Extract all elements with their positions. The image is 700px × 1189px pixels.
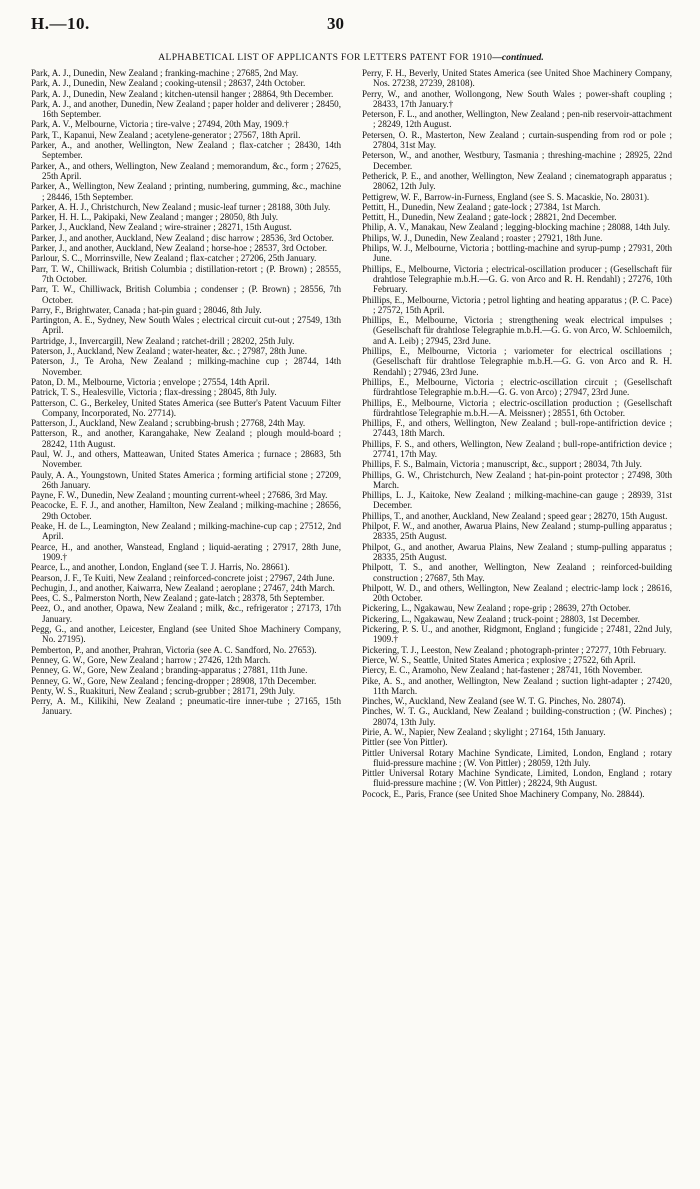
applicant-entry: Philpott, T. S., and another, Wellington, New Zealand ; reinforced-building construction ; 27687, 5th May. bbox=[362, 562, 672, 583]
applicant-entry: Phillips, T., and another, Auckland, New Zealand ; speed gear ; 28270, 15th August. bbox=[362, 510, 668, 521]
applicant-entry: Phillips, G. W., Christchurch, New Zealand ; hat-pin-point protector ; 27498, 30th March. bbox=[362, 469, 672, 490]
applicant-entry: Pittler (see Von Pittler). bbox=[362, 737, 448, 748]
applicant-entry: Pees, C. S., Palmerston North, New Zealand ; gate-latch ; 28378, 5th September. bbox=[31, 593, 325, 604]
applicant-entry: Pickering, P. S. U., and another, Ridgmont, England ; fungicide ; 27481, 22nd July, 1909.† bbox=[362, 624, 672, 645]
applicant-entry: Phillips, F., and others, Wellington, New Zealand ; bull-rope-antifriction device ; 27443, 18th March. bbox=[362, 418, 672, 439]
applicant-entry: Perry, W., and another, Wollongong, New South Wales ; power-shaft coupling ; 28433, 17th January.† bbox=[362, 88, 672, 109]
applicant-entry: Phillips, F. S., Balmain, Victoria ; manuscript, &c., support ; 28034, 7th July. bbox=[362, 459, 642, 470]
applicant-entry: Patterson, C. G., Berkeley, United States America (see Butter's Patent Vacuum Filter Company, Incorporated, No. 27714). bbox=[31, 397, 341, 418]
applicant-entry: Payne, F. W., Dunedin, New Zealand ; mounting current-wheel ; 27686, 3rd May. bbox=[31, 490, 328, 501]
page-title bbox=[31, 52, 671, 63]
applicant-entry: Phillips, E., Melbourne, Victoria ; petrol lighting and heating apparatus ; (P. C. Pace) ; 27572, 15th April. bbox=[362, 294, 672, 315]
applicant-entry: Pierce, W. S., Seattle, United States America ; explosive ; 27522, 6th April. bbox=[362, 654, 636, 665]
applicant-entry: Peake, H. de L., Leamington, New Zealand ; milking-machine-cup cap ; 27512, 2nd April. bbox=[31, 521, 341, 542]
applicant-entry: Parker, J., and another, Auckland, New Zealand ; horse-hoe ; 28537, 3rd October. bbox=[31, 243, 327, 254]
applicant-entry: Phillips, E., Melbourne, Victoria ; electrical-oscillation producer ; (Gesellschaft für drahtlose Telegraphie m.b.H.—G. G. von Arco and R. H. Rendahl) ; 27276, 10th February. bbox=[362, 263, 672, 295]
applicant-entry: Pike, A. S., and another, Wellington, New Zealand ; suction light-adapter ; 27420, 11th March. bbox=[362, 675, 672, 696]
applicant-entry: Paul, W. J., and others, Matteawan, United States America ; furnace ; 28683, 5th November. bbox=[31, 448, 341, 470]
applicant-entry: Pettigrew, W. F., Barrow-in-Furness, England (see S. S. Macaskie, No. 28031). bbox=[362, 191, 650, 202]
applicant-entry: Parker, A., and others, Wellington, New Zealand ; memorandum, &c., form ; 27625, 25th April. bbox=[31, 160, 341, 181]
applicant-entry: Pechugin, J., and another, Kaiwarra, New Zealand ; aeroplane ; 27467, 24th March. bbox=[31, 582, 335, 593]
applicant-entry: Phillips, E., Melbourne, Victoria ; strengthening weak electrical impulses ; (Gesellschaft für drahtlose Telegraphie m.b.H.—G. G. von Arco, W. Schloemilch, and A. Leib) ; 27945, 23rd June. bbox=[362, 315, 672, 346]
applicant-entry: Petherick, P. E., and another, Wellington, New Zealand ; cinematograph apparatus ; 28062, 12th July. bbox=[362, 170, 672, 192]
applicant-entry: Peez, O., and another, Opawa, New Zealand ; milk, &c., refrigerator ; 27173, 17th January. bbox=[31, 603, 341, 624]
applicant-entry: Parker, A., Wellington, New Zealand ; printing, numbering, gumming, &c., machine ; 28446, 15th September. bbox=[31, 181, 341, 202]
applicant-entry: Phillips, E., Melbourne, Victoria ; electric-oscillation circuit ; (Gesellschaft fürdrahtlose Telegraphie m.b.H.—G. G. von Arco) ; 27947, 23rd June. bbox=[362, 376, 672, 398]
applicant-entry: Patterson, J., Auckland, New Zealand ; scrubbing-brush ; 27768, 24th May. bbox=[31, 418, 306, 429]
report-reference: H.—10. bbox=[31, 14, 90, 33]
applicant-entry: Parker, J., and another, Auckland, New Zealand ; disc harrow ; 28536, 3rd October. bbox=[31, 232, 334, 243]
applicant-entry: Partridge, J., Invercargill, New Zealand ; ratchet-drill ; 28202, 25th July. bbox=[31, 335, 295, 346]
applicant-entry: Pinches, W. T. G., Auckland, New Zealand ; building-construction ; (W. Pinches) ; 28074, 13th July. bbox=[362, 706, 672, 727]
left-column bbox=[31, 68, 341, 717]
applicant-entry: Paton, D. M., Melbourne, Victoria ; envelope ; 27554, 14th April. bbox=[31, 376, 270, 387]
applicant-entry: Pauly, A. A., Youngstown, United States America ; forming artificial stone ; 27209, 26th January. bbox=[31, 469, 341, 490]
applicant-entry: Pickering, L., Ngakawau, New Zealand ; truck-point ; 28803, 1st December. bbox=[362, 613, 640, 624]
applicant-entry: Park, A. J., Dunedin, New Zealand ; kitchen-utensil hanger ; 28864, 9th December. bbox=[31, 88, 334, 99]
applicant-entry: Paterson, J., Te Aroha, New Zealand ; milking-machine cup ; 28744, 14th November. bbox=[31, 356, 341, 377]
applicant-entry: Parlour, S. C., Morrinsville, New Zealand ; flax-catcher ; 27206, 25th January. bbox=[31, 253, 317, 264]
applicant-entry: Pickering, L., Ngakawau, New Zealand ; rope-grip ; 28639, 27th October. bbox=[362, 603, 631, 614]
applicant-entry: Peacocke, E. F. J., and another, Hamilton, New Zealand ; milking-machine ; 28656, 29th October. bbox=[31, 500, 341, 521]
applicant-entry: Park, A. J., and another, Dunedin, New Zealand ; paper holder and deliverer ; 28450, 16th September. bbox=[31, 98, 341, 120]
applicant-entry: Philips, W. J., Melbourne, Victoria ; bottling-machine and syrup-pump ; 27931, 20th June. bbox=[362, 243, 672, 264]
applicant-entry: Piercy, E. C., Aramoho, New Zealand ; hat-fastener ; 28741, 16th November. bbox=[362, 665, 643, 676]
applicant-entry: Pinches, W., Auckland, New Zealand (see W. T. G. Pinches, No. 28074). bbox=[362, 696, 626, 707]
applicant-entry: Parker, H. H. L., Pakipaki, New Zealand ; manger ; 28050, 8th July. bbox=[31, 212, 279, 223]
applicant-entry: Pearson, J. F., Te Kuiti, New Zealand ; reinforced-concrete joist ; 27967, 24th June. bbox=[31, 572, 335, 583]
applicant-entry: Philpot, F. W., and another, Awarua Plains, New Zealand ; stump-pulling apparatus ; 28335, 25th August. bbox=[362, 521, 672, 542]
page-number: 30 bbox=[327, 14, 344, 33]
applicant-entry: Pearce, L., and another, London, England (see T. J. Harris, No. 28661). bbox=[31, 562, 290, 573]
page-header bbox=[31, 14, 671, 40]
applicant-entry: Pegg, G., and another, Leicester, England (see United Shoe Machinery Company, No. 27195). bbox=[31, 624, 341, 645]
applicant-entry: Pickering, T. J., Leeston, New Zealand ; photograph-printer ; 27277, 10th February. bbox=[362, 644, 667, 655]
applicant-entry: Patrick, T. S., Healesville, Victoria ; flax-dressing ; 28045, 8th July. bbox=[31, 387, 277, 398]
applicant-entry: Petersen, O. R., Masterton, New Zealand ; curtain-suspending from rod or pole ; 27804, 31st May. bbox=[362, 129, 672, 151]
applicant-entry: Perry, A. M., Kilikihi, New Zealand ; pneumatic-tire inner-tube ; 27165, 15th January. bbox=[31, 696, 341, 717]
applicant-entry: Penney, G. W., Gore, New Zealand ; branding-apparatus ; 27881, 11th June. bbox=[31, 665, 308, 676]
applicant-entry: Patterson, R., and another, Karangahake, New Zealand ; plough mould-board ; 28242, 11th August. bbox=[31, 428, 341, 449]
applicant-entry: Penty, W. S., Ruakituri, New Zealand ; scrub-grubber ; 28171, 29th July. bbox=[31, 685, 296, 696]
applicant-entry: Parry, F., Brightwater, Canada ; hat-pin guard ; 28046, 8th July. bbox=[31, 304, 262, 315]
applicant-entry: Park, A. V., Melbourne, Victoria ; tire-valve ; 27494, 20th May, 1909.† bbox=[31, 119, 289, 130]
applicant-entry: Pirie, A. W., Napier, New Zealand ; skylight ; 27164, 15th January. bbox=[362, 727, 606, 737]
applicant-entry: Park, A. J., Dunedin, New Zealand ; cooking-utensil ; 28637, 24th October. bbox=[31, 78, 306, 89]
applicant-entry: Philpot, G., and another, Awarua Plains, New Zealand ; stump-pulling apparatus ; 28335, 25th August. bbox=[362, 541, 672, 562]
applicant-entry: Pittler Universal Rotary Machine Syndicate, Limited, London, England ; rotary fluid-pressure machine ; (W. Von Pittler) ; 28059, 12th July. bbox=[362, 747, 672, 768]
applicant-entry: Perry, F. H., Beverly, United States America (see United Shoe Machinery Company, Nos. 27238, 27239, 28108). bbox=[362, 68, 672, 89]
applicant-entry: Parker, J., Auckland, New Zealand ; wire-strainer ; 28271, 15th August. bbox=[31, 222, 292, 233]
applicant-entry: Peterson, W., and another, Westbury, Tasmania ; threshing-machine ; 28925, 22nd December. bbox=[362, 150, 672, 171]
page-title-text: ALPHABETICAL LIST OF APPLICANTS FOR LETTERS PATENT FOR 1910 bbox=[158, 52, 493, 63]
applicant-entry: Phillips, E., Melbourne, Victoria ; variometer for electrical oscillations ; (Gesellschaft für drahtlose Telegraphie m.b.H.—G. G. von Arco and R. H. Rendahl) ; 27946, 23rd June. bbox=[362, 346, 672, 377]
applicant-entry: Penney, G. W., Gore, New Zealand ; fencing-dropper ; 28908, 17th December. bbox=[31, 675, 317, 686]
applicant-entry: Penney, G. W., Gore, New Zealand ; harrow ; 27426, 12th March. bbox=[31, 654, 271, 665]
applicant-entry: Parr, T. W., Chilliwack, British Columbia ; distillation-retort ; (P. Brown) ; 28555, 7th October. bbox=[31, 263, 341, 284]
applicant-entry: Partington, A. E., Sydney, New South Wales ; electrical circuit cut-out ; 27549, 13th April. bbox=[31, 315, 341, 336]
applicant-entry: Philips, W. J., Dunedin, New Zealand ; roaster ; 27921, 18th June. bbox=[362, 232, 603, 243]
applicant-entry: Pettitt, H., Dunedin, New Zealand ; gate-lock ; 28821, 2nd December. bbox=[362, 212, 617, 223]
applicant-entry: Pettitt, H., Dunedin, New Zealand ; gate-lock ; 27384, 1st March. bbox=[362, 201, 601, 212]
applicant-entry: Park, A. J., Dunedin, New Zealand ; franking-machine ; 27685, 2nd May. bbox=[31, 68, 299, 78]
applicant-entry: Philip, A. V., Manakau, New Zealand ; legging-blocking machine ; 28088, 14th July. bbox=[362, 222, 670, 233]
page-title-suffix: —continued. bbox=[492, 52, 544, 63]
applicant-entry: Parker, A. H. J., Christchurch, New Zealand ; music-leaf turner ; 28188, 30th July. bbox=[31, 201, 331, 212]
applicant-entry: Pemberton, P., and another, Prahran, Victoria (see A. C. Sandford, No. 27653). bbox=[31, 644, 317, 655]
applicant-entry: Pocock, E., Paris, France (see United Shoe Machinery Company, No. 28844). bbox=[362, 788, 645, 799]
applicant-entry: Peterson, F. L., and another, Wellington, New Zealand ; pen-nib reservoir-attachment ; 28249, 12th August. bbox=[362, 109, 672, 130]
applicant-entry: Phillips, L. J., Kaitoke, New Zealand ; milking-machine-can gauge ; 28939, 31st December. bbox=[362, 490, 672, 511]
applicant-entry: Park, T., Kapanui, New Zealand ; acetylene-generator ; 27567, 18th April. bbox=[31, 129, 301, 140]
applicant-entry: Parr, T. W., Chilliwack, British Columbia ; condenser ; (P. Brown) ; 28556, 7th October. bbox=[31, 284, 341, 305]
applicant-entry: Phillips, F. S., and others, Wellington, New Zealand ; bull-rope-antifriction device ; 27741, 17th May. bbox=[362, 438, 672, 459]
applicant-entry: Phillips, E., Melbourne, Victoria ; electric-oscillation production ; (Gesellschaft fürdrahtlose Telegraphie m.b.H.—A. Meissner) ; 28551, 6th October. bbox=[362, 397, 672, 418]
right-column bbox=[362, 68, 672, 799]
applicant-entry: Paterson, J., Auckland, New Zealand ; water-heater, &c. ; 27987, 28th June. bbox=[31, 346, 307, 357]
applicant-entry: Pittler Universal Rotary Machine Syndicate, Limited, London, England ; rotary fluid-pressure machine ; (W. Von Pittler) ; 28224, 9th August. bbox=[362, 768, 672, 789]
applicant-entry: Parker, A., and another, Wellington, New Zealand ; flax-catcher ; 28430, 14th September. bbox=[31, 140, 341, 161]
applicant-entry: Philpott, W. D., and others, Wellington, New Zealand ; electric-lamp lock ; 28616, 20th October. bbox=[362, 582, 672, 604]
applicant-entry: Pearce, H., and another, Wanstead, England ; liquid-aerating ; 27917, 28th June, 1909.† bbox=[31, 541, 341, 562]
